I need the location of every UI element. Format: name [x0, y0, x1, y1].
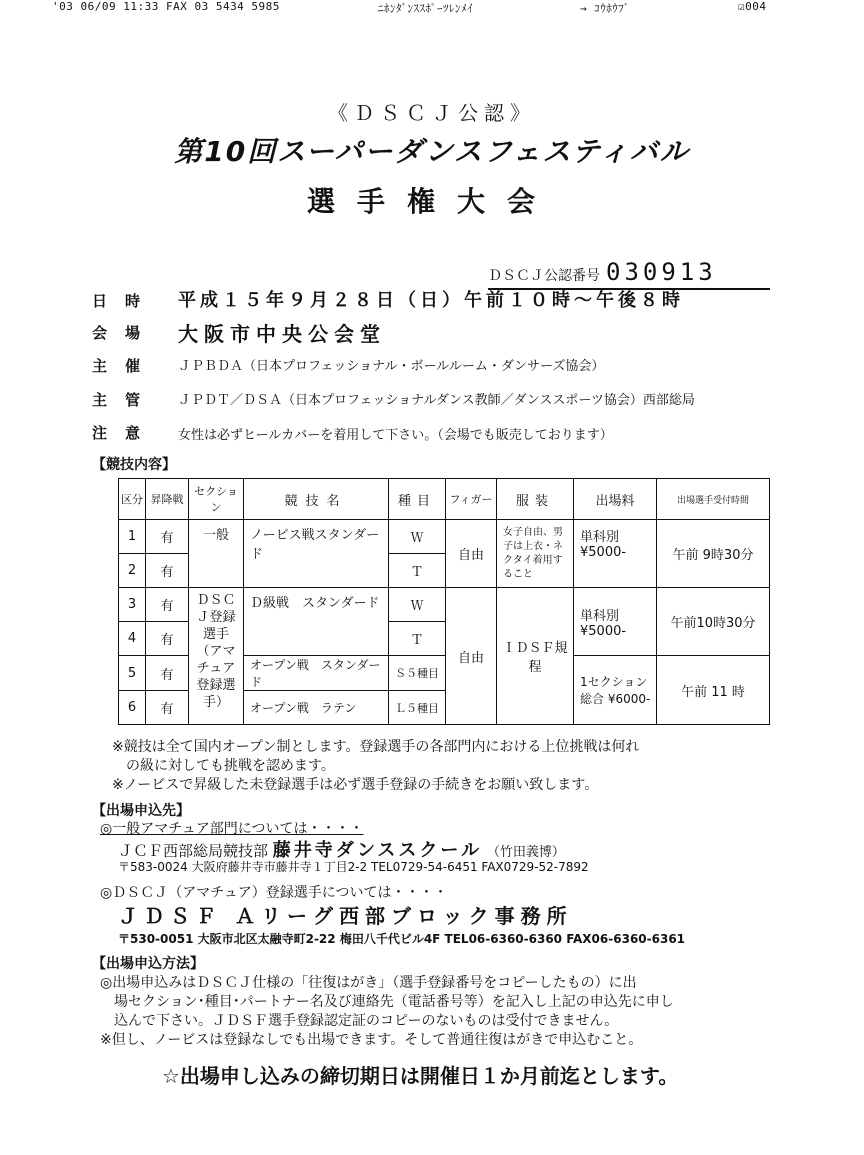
info-value-host: ＪＰＢＤＡ（日本プロフェッショナル・ボールルーム・ダンサーズ協会）: [178, 359, 605, 374]
time-general: 午前 9時30分: [657, 520, 770, 588]
table-row: [119, 588, 770, 622]
dscj-address: 〒530-0051 大阪市北区太融寺町2-22 梅田八千代ビル4F TEL06-6360-6360 FAX06-6360-6361: [118, 932, 686, 946]
row-promo: 有: [146, 622, 189, 656]
fee-open: 1セクション総合 ¥6000-: [574, 656, 657, 725]
general-address: 〒583-0024 大阪府藤井寺市藤井寺１丁目2-2 TEL0729-54-6451 FAX0729-52-7892: [118, 860, 589, 874]
row-promo: 有: [146, 520, 189, 554]
note-line: ※ノービスで昇級した未登録選手は必ず選手登録の手続きをお願い致します。: [112, 777, 599, 793]
col-header: セクション: [189, 479, 244, 520]
row-no: 1: [119, 520, 146, 554]
row-kind: Ｓ５種目: [389, 656, 446, 691]
deadline-notice: ☆出場申し込みの締切期日は開催日１か月前迄とします。: [162, 1064, 679, 1088]
col-header: フィガー: [446, 479, 497, 520]
col-header: 競技名: [244, 479, 389, 520]
row-kind: Ｗ: [389, 588, 446, 622]
note-line: の級に対しても挑戦を認めます。: [112, 758, 335, 774]
fee-general: 単科別 ¥5000-: [574, 520, 657, 588]
dscj-intro: ◎ＤＳＣＪ（アマチュア）登録選手については・・・・: [100, 885, 448, 901]
row-promo: 有: [146, 656, 189, 691]
col-header: 出場料: [574, 479, 657, 520]
info-label-organizer: 主管: [92, 391, 159, 409]
events-heading: 【競技内容】: [92, 457, 176, 473]
row-no: 6: [119, 691, 146, 725]
info-label-host: 主催: [92, 357, 159, 375]
fax-to: → ｺｳﾎｳﾌﾞ: [580, 2, 630, 15]
approval-label: ＤＳＣＪ公認番号: [488, 268, 600, 284]
general-school: 藤井寺ダンススクール: [272, 840, 483, 861]
row-promo: 有: [146, 554, 189, 588]
title-festival: 第10回スーパーダンスフェスティバル: [174, 135, 690, 168]
row-kind: Ｔ: [389, 622, 446, 656]
info-label-date: 日時: [92, 292, 159, 310]
info-value-notice: 女性は必ずヒールカバーを着用して下さい。（会場でも販売しております）: [178, 428, 613, 443]
row-kind: Ｗ: [389, 520, 446, 554]
method-heading: 【出場申込方法】: [92, 956, 204, 972]
figure-free: 自由: [446, 520, 497, 588]
row-kind: Ｔ: [389, 554, 446, 588]
fax-datetime: '03 06/09 11:33 FAX 03 5434 5985: [52, 0, 280, 13]
title-approved: 《ＤＳＣＪ公認》: [328, 101, 536, 125]
col-header: 出場選手受付時間: [657, 479, 770, 520]
figure-free: 自由: [446, 588, 497, 725]
col-header: 区分: [119, 479, 146, 520]
col-header: 種目: [389, 479, 446, 520]
title-championship: 選手権大会: [306, 185, 557, 218]
time-dscj: 午前10時30分: [657, 588, 770, 656]
info-value-organizer: ＪＰＤＴ／ＤＳＡ（日本プロフェッショナルダンス教師／ダンススポーツ協会）西部総局: [178, 393, 695, 408]
dscj-org: ＪＤＳＦ Ａリーグ西部ブロック事務所: [118, 904, 573, 928]
event-name: Ｄ級戦 スタンダード: [244, 588, 389, 656]
method-line: ※但し、ノービスは登録なしでも出場できます。そして普通往復はがきで申込むこと。: [100, 1032, 643, 1048]
row-no: 3: [119, 588, 146, 622]
general-person: （竹田義博）: [486, 845, 565, 860]
fee-dscj: 単科別 ¥5000-: [574, 588, 657, 656]
events-table: [118, 478, 770, 725]
info-label-venue: 会場: [92, 324, 159, 342]
info-value-venue: 大阪市中央公会堂: [178, 322, 386, 346]
event-name: オープン戦 スタンダード: [244, 656, 389, 691]
attire-standard: 女子自由、男子は上衣・ネクタイ着用すること: [497, 520, 574, 588]
row-no: 2: [119, 554, 146, 588]
method-line: ◎出場申込みはＤＳＣＪ仕様の「往復はがき」（選手登録番号をコピーしたもの）に出: [100, 975, 637, 991]
apply-heading: 【出場申込先】: [92, 803, 190, 819]
event-name: ノービス戦スタンダード: [244, 520, 389, 588]
approval-value: 030913: [606, 258, 717, 286]
general-org-name: ＪＣＦ西部総局競技部: [118, 842, 269, 860]
row-no: 4: [119, 622, 146, 656]
event-name: オープン戦 ラテン: [244, 691, 389, 725]
table-header-row: [119, 479, 770, 520]
fax-from: ﾆﾎﾝﾀﾞﾝｽｽﾎﾟｰﾂﾚﾝﾒｲ: [378, 2, 473, 15]
row-promo: 有: [146, 588, 189, 622]
attire-idsf: ＩＤＳＦ規程: [497, 588, 574, 725]
col-header: 服装: [497, 479, 574, 520]
row-kind: Ｌ５種目: [389, 691, 446, 725]
fax-page: ☑004: [738, 0, 767, 13]
table-row: [119, 520, 770, 554]
method-line: 込んで下さい。ＪＤＳＦ選手登録認定証のコピーのないものは受付できません。: [100, 1013, 619, 1029]
method-line: 場セクション･種目･パートナー名及び連絡先（電話番号等）を記入し上記の申込先に申し: [100, 994, 674, 1010]
info-label-notice: 注意: [92, 424, 159, 442]
info-value-date: 平成１５年９月２８日（日）午前１０時～午後８時: [178, 290, 684, 311]
note-line: ※競技は全て国内オープン制とします。登録選手の各部門内における上位挑戦は何れ: [112, 739, 640, 755]
row-no: 5: [119, 656, 146, 691]
general-intro: ◎一般アマチュア部門については・・・・: [100, 821, 364, 837]
fax-page-number: 004: [745, 0, 767, 13]
section-general: 一般: [189, 520, 244, 588]
row-promo: 有: [146, 691, 189, 725]
col-header: 昇降戦: [146, 479, 189, 520]
section-dscj: ＤＳＣＪ登録選手（アマチュア登録選手）: [189, 588, 244, 725]
time-open: 午前 11 時: [657, 656, 770, 725]
